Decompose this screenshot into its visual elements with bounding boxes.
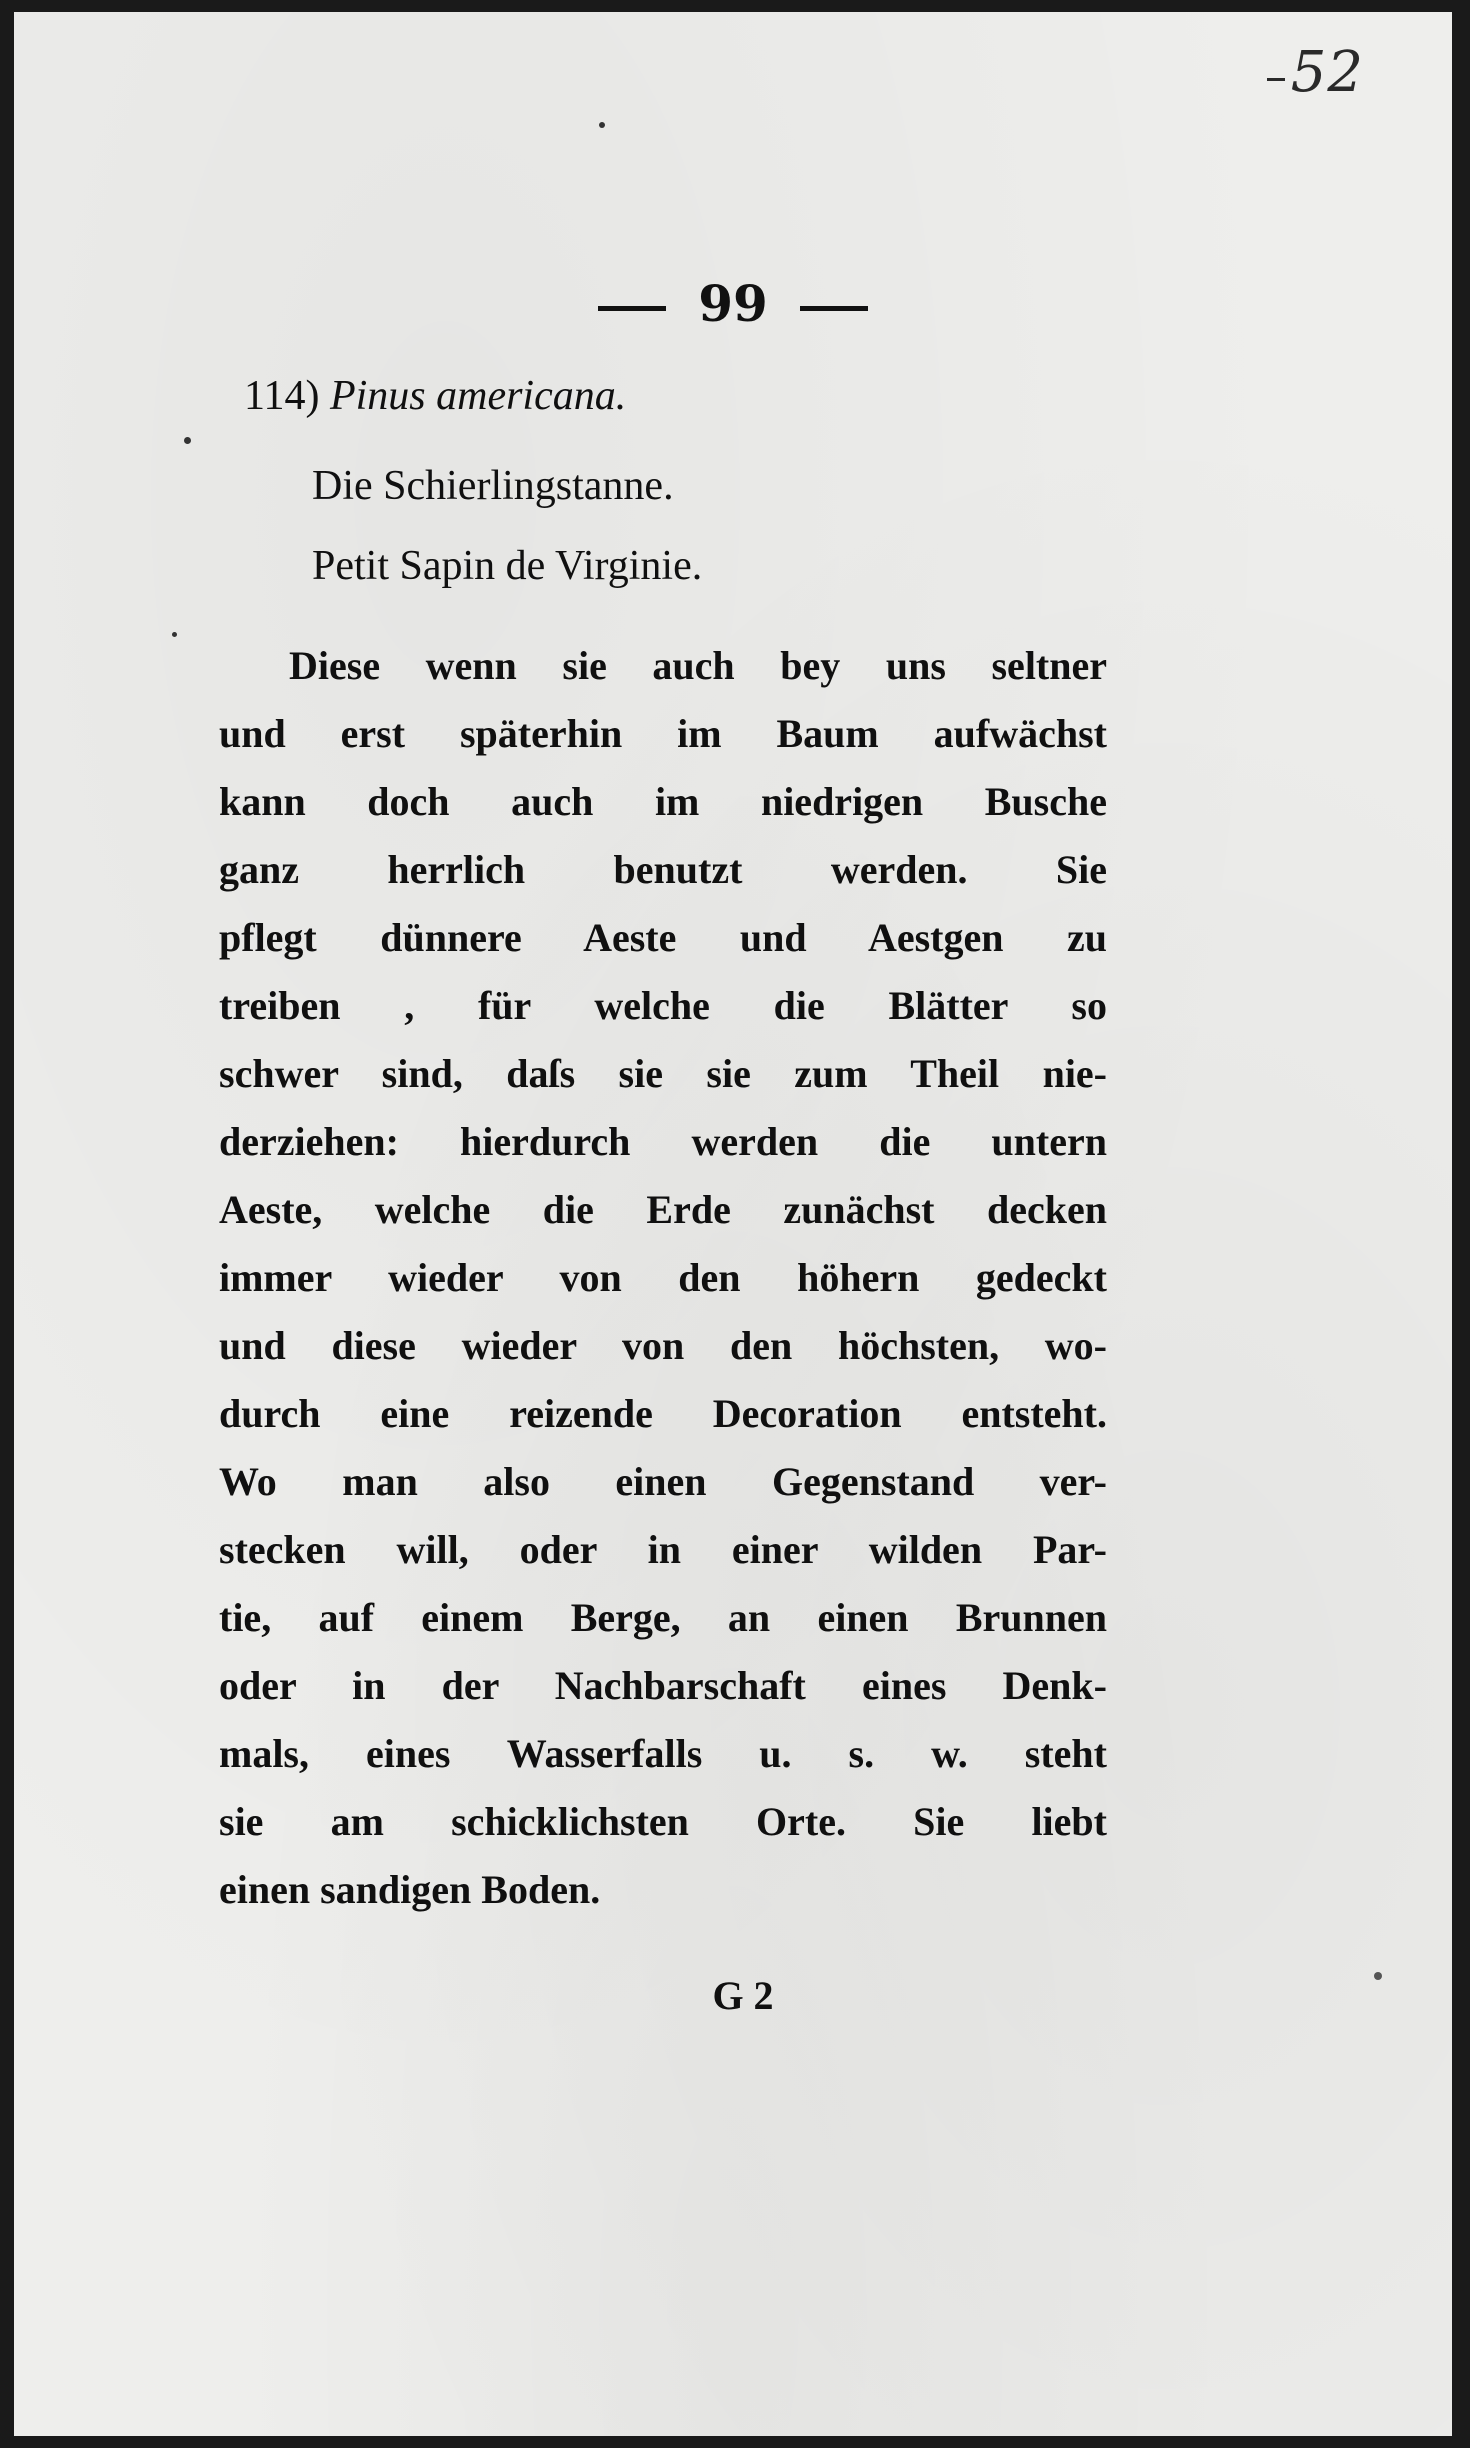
paragraph-line: stecken will, oder in einer wilden Par- [219, 1527, 1107, 1572]
german-name: Die Schierlingstanne. [312, 463, 674, 509]
paragraph-line: kann doch auch im niedrigen Busche [219, 779, 1107, 824]
entry-heading [244, 372, 626, 420]
paragraph-line: durch eine reizende Decoration entsteht. [219, 1391, 1107, 1436]
paragraph-line: Wo man also einen Gegenstand ver- [219, 1459, 1107, 1504]
paragraph-line: derziehen: hierdurch werden die untern [219, 1119, 1107, 1164]
french-name: Petit Sapin de Virginie. [312, 543, 703, 589]
paragraph-line: tie, auf einem Berge, an einen Brunnen [219, 1595, 1107, 1640]
paper-speck [184, 437, 191, 444]
paragraph-line: ganz herrlich benutzt werden. Sie [219, 847, 1107, 892]
paragraph-line: sie am schicklichsten Orte. Sie liebt [219, 1799, 1107, 1844]
paragraph-line: immer wieder von den höhern gedeckt [219, 1255, 1107, 1300]
page-number-value: 99 [698, 274, 768, 333]
paragraph-line: mals, eines Wasserfalls u. s. w. steht [219, 1731, 1107, 1776]
paragraph-line: oder in der Nachbarschaft eines Denk- [219, 1663, 1107, 1708]
paragraph-line: Aeste, welche die Erde zunächst decken [219, 1187, 1107, 1232]
paragraph-line: schwer sind, daſs sie sie zum Theil nie- [219, 1051, 1107, 1096]
paper-speck [599, 122, 605, 128]
page-number [14, 274, 1452, 333]
paragraph-line: einen sandigen Boden. [219, 1867, 601, 1912]
paragraph-line: und erst späterhin im Baum aufwächst [219, 711, 1107, 756]
printer-signature-mark: G 2 [712, 1973, 774, 2018]
description-paragraph [219, 632, 1107, 1924]
archive-folio-mark: 52 [1290, 40, 1364, 105]
entry-number: 114) [244, 373, 320, 419]
paper-speck [172, 632, 177, 637]
entry-latin-name: Pinus americana. [329, 373, 627, 419]
paper-speck [1374, 1972, 1382, 1980]
paragraph-line: und diese wieder von den höchsten, wo- [219, 1323, 1107, 1368]
book-page [14, 12, 1452, 2436]
paragraph-line: pflegt dünnere Aeste und Aestgen zu [219, 915, 1107, 960]
paragraph-line: treiben , für welche die Blätter so [219, 983, 1107, 1028]
page-number-dash-left [598, 306, 666, 311]
page-number-dash-right [800, 306, 868, 311]
paragraph-line: Diese wenn sie auch bey uns seltner [289, 643, 1107, 688]
